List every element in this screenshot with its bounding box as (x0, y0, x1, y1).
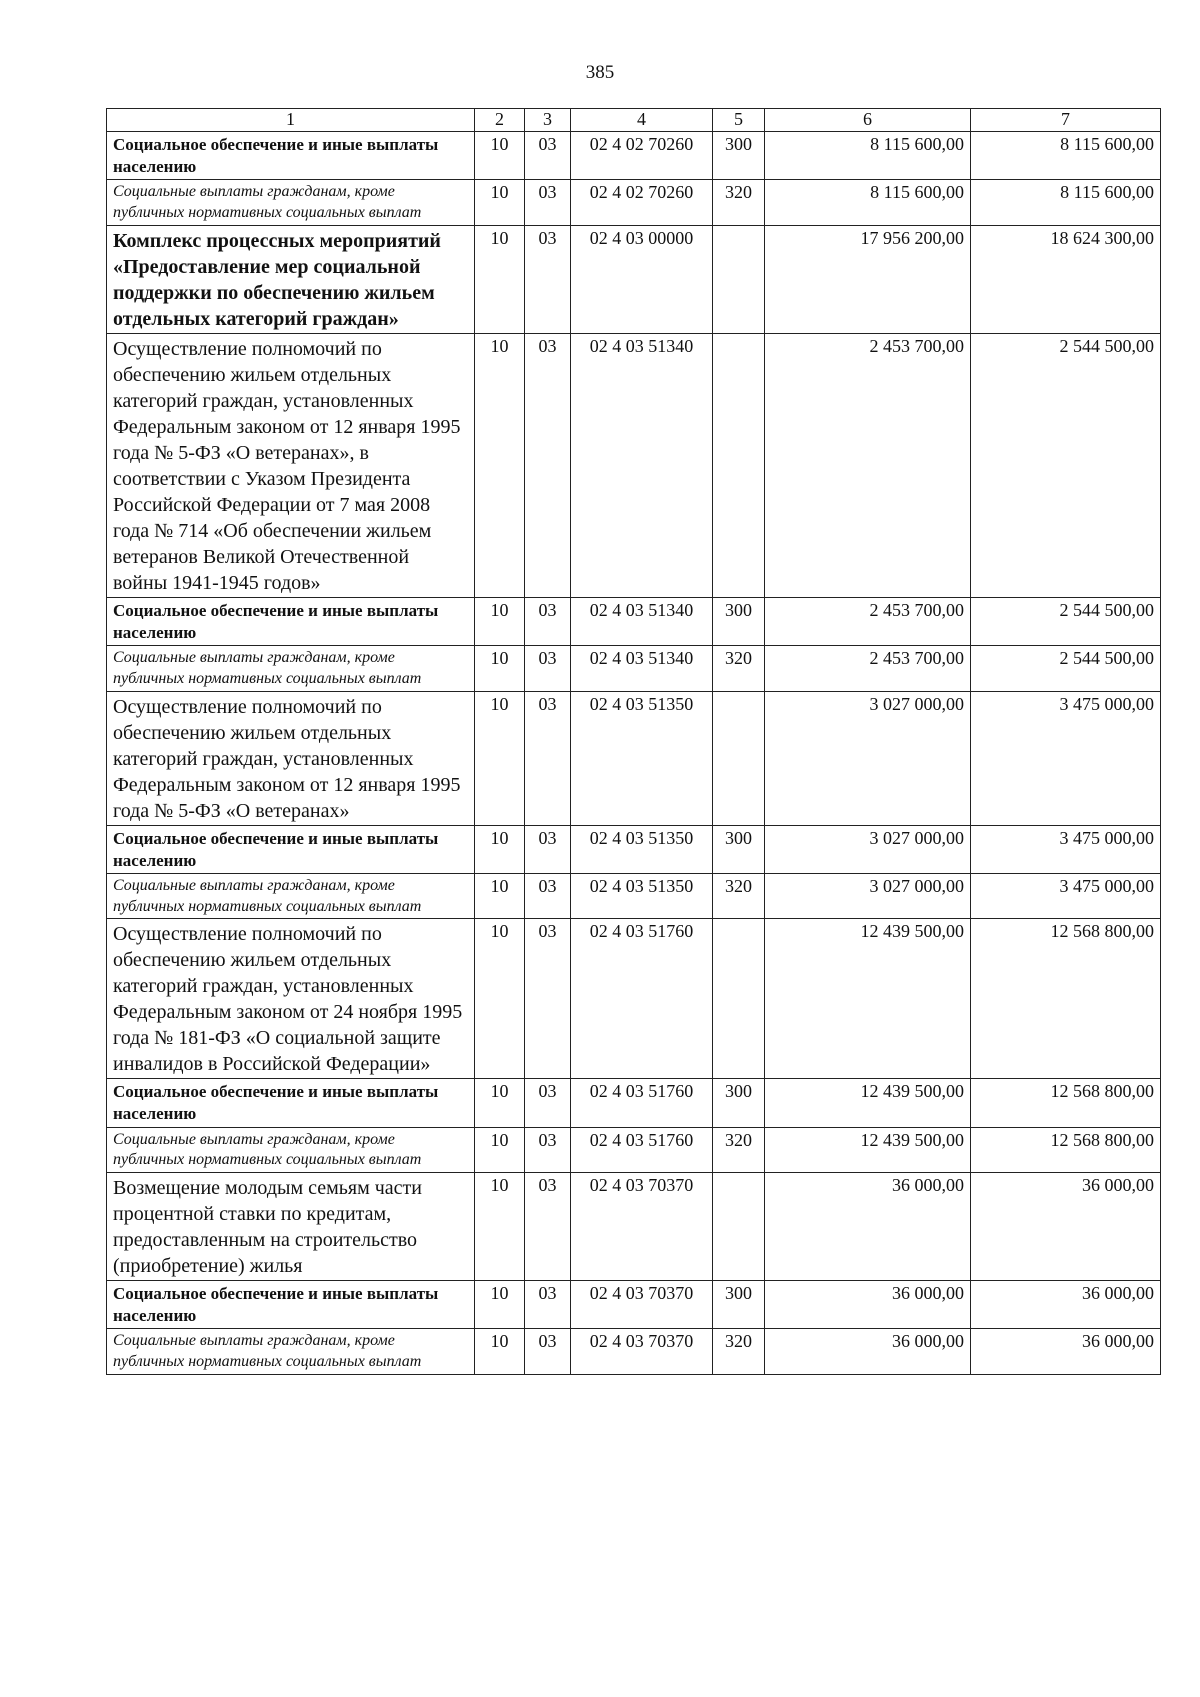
row-amount-2: 2 544 500,00 (971, 333, 1161, 597)
row-section: 10 (475, 825, 525, 873)
row-subsection: 03 (525, 825, 571, 873)
row-name: Осуществление полномочий по обеспечению жильем отдельных категорий граждан, установленных Федеральным законом от 12 января 1995 года № 5-ФЗ «О ветеранах», в соответствии с Указом Президента Российской Федерации от 7 мая 2008 года № 714 «Об обеспечении жильем ветеранов Великой Отечественной войны 1941-1945 годов» (107, 333, 475, 597)
row-subsection: 03 (525, 333, 571, 597)
header-col-2: 2 (475, 109, 525, 132)
row-target-code: 02 4 03 51350 (571, 691, 713, 825)
row-name: Социальные выплаты гражданам, кроме публичных нормативных социальных выплат (107, 873, 475, 919)
row-section: 10 (475, 873, 525, 919)
header-col-4: 4 (571, 109, 713, 132)
row-subsection: 03 (525, 1281, 571, 1329)
row-amount-1: 8 115 600,00 (765, 132, 971, 180)
row-section: 10 (475, 132, 525, 180)
row-expense-type: 300 (713, 597, 765, 645)
row-target-code: 02 4 03 51760 (571, 1079, 713, 1127)
row-amount-1: 3 027 000,00 (765, 873, 971, 919)
row-section: 10 (475, 180, 525, 226)
row-amount-1: 3 027 000,00 (765, 825, 971, 873)
row-amount-2: 12 568 800,00 (971, 1079, 1161, 1127)
row-expense-type: 300 (713, 1079, 765, 1127)
row-amount-1: 12 439 500,00 (765, 1127, 971, 1173)
row-name: Социальное обеспечение и иные выплаты населению (107, 1079, 475, 1127)
row-name: Комплекс процессных мероприятий «Предоставление мер социальной поддержки по обеспечению жильем отдельных категорий граждан» (107, 225, 475, 333)
row-name: Социальное обеспечение и иные выплаты населению (107, 825, 475, 873)
row-amount-2: 2 544 500,00 (971, 645, 1161, 691)
row-amount-1: 17 956 200,00 (765, 225, 971, 333)
row-target-code: 02 4 03 00000 (571, 225, 713, 333)
row-amount-2: 12 568 800,00 (971, 919, 1161, 1079)
row-subsection: 03 (525, 597, 571, 645)
row-subsection: 03 (525, 1329, 571, 1375)
row-expense-type (713, 919, 765, 1079)
table-row (107, 691, 1161, 825)
row-subsection: 03 (525, 132, 571, 180)
table-row (107, 597, 1161, 645)
row-amount-1: 12 439 500,00 (765, 1079, 971, 1127)
row-target-code: 02 4 03 51340 (571, 597, 713, 645)
row-subsection: 03 (525, 225, 571, 333)
row-amount-2: 8 115 600,00 (971, 132, 1161, 180)
row-target-code: 02 4 03 51350 (571, 825, 713, 873)
row-target-code: 02 4 03 70370 (571, 1329, 713, 1375)
row-section: 10 (475, 225, 525, 333)
row-amount-1: 36 000,00 (765, 1281, 971, 1329)
table-row (107, 180, 1161, 226)
row-amount-1: 8 115 600,00 (765, 180, 971, 226)
table-row (107, 873, 1161, 919)
row-section: 10 (475, 333, 525, 597)
table-row (107, 1127, 1161, 1173)
row-target-code: 02 4 02 70260 (571, 180, 713, 226)
row-amount-2: 36 000,00 (971, 1329, 1161, 1375)
row-expense-type: 300 (713, 1281, 765, 1329)
row-expense-type: 300 (713, 825, 765, 873)
row-subsection: 03 (525, 180, 571, 226)
row-subsection: 03 (525, 873, 571, 919)
row-name: Социальные выплаты гражданам, кроме публичных нормативных социальных выплат (107, 180, 475, 226)
row-amount-2: 36 000,00 (971, 1281, 1161, 1329)
row-amount-1: 12 439 500,00 (765, 919, 971, 1079)
table-row (107, 132, 1161, 180)
header-col-3: 3 (525, 109, 571, 132)
table-row (107, 1079, 1161, 1127)
row-name: Социальные выплаты гражданам, кроме публичных нормативных социальных выплат (107, 645, 475, 691)
header-col-1: 1 (107, 109, 475, 132)
row-expense-type: 320 (713, 1329, 765, 1375)
row-section: 10 (475, 1127, 525, 1173)
table-row (107, 333, 1161, 597)
row-amount-2: 3 475 000,00 (971, 825, 1161, 873)
row-amount-1: 36 000,00 (765, 1329, 971, 1375)
table-row (107, 919, 1161, 1079)
row-target-code: 02 4 03 51350 (571, 873, 713, 919)
table-body (107, 132, 1161, 1375)
row-name: Осуществление полномочий по обеспечению жильем отдельных категорий граждан, установленных Федеральным законом от 12 января 1995 года № 5-ФЗ «О ветеранах» (107, 691, 475, 825)
header-col-5: 5 (713, 109, 765, 132)
row-name: Социальные выплаты гражданам, кроме публичных нормативных социальных выплат (107, 1329, 475, 1375)
row-section: 10 (475, 1079, 525, 1127)
table-row (107, 645, 1161, 691)
row-expense-type: 320 (713, 645, 765, 691)
row-name: Социальное обеспечение и иные выплаты населению (107, 1281, 475, 1329)
row-name: Осуществление полномочий по обеспечению жильем отдельных категорий граждан, установленных Федеральным законом от 24 ноября 1995 года № 181-ФЗ «О социальной защите инвалидов в Российской Федерации» (107, 919, 475, 1079)
row-expense-type: 300 (713, 132, 765, 180)
row-amount-2: 36 000,00 (971, 1173, 1161, 1281)
row-expense-type: 320 (713, 1127, 765, 1173)
row-amount-2: 3 475 000,00 (971, 691, 1161, 825)
row-expense-type (713, 333, 765, 597)
header-col-7: 7 (971, 109, 1161, 132)
row-subsection: 03 (525, 1173, 571, 1281)
row-name: Социальное обеспечение и иные выплаты населению (107, 597, 475, 645)
row-section: 10 (475, 919, 525, 1079)
row-section: 10 (475, 1329, 525, 1375)
row-name: Социальные выплаты гражданам, кроме публичных нормативных социальных выплат (107, 1127, 475, 1173)
row-section: 10 (475, 1173, 525, 1281)
row-section: 10 (475, 691, 525, 825)
header-col-6: 6 (765, 109, 971, 132)
budget-table (106, 108, 1161, 1375)
row-subsection: 03 (525, 645, 571, 691)
row-amount-1: 2 453 700,00 (765, 597, 971, 645)
header-row (107, 109, 1161, 132)
row-amount-2: 8 115 600,00 (971, 180, 1161, 226)
table-row (107, 225, 1161, 333)
row-section: 10 (475, 1281, 525, 1329)
row-target-code: 02 4 03 70370 (571, 1281, 713, 1329)
row-section: 10 (475, 645, 525, 691)
row-subsection: 03 (525, 919, 571, 1079)
row-name: Возмещение молодым семьям части процентной ставки по кредитам, предоставленным на строительство (приобретение) жилья (107, 1173, 475, 1281)
row-expense-type (713, 1173, 765, 1281)
table-row (107, 825, 1161, 873)
row-amount-2: 12 568 800,00 (971, 1127, 1161, 1173)
row-amount-1: 36 000,00 (765, 1173, 971, 1281)
table-row (107, 1173, 1161, 1281)
row-expense-type: 320 (713, 873, 765, 919)
page-number: 385 (585, 62, 615, 83)
row-name: Социальное обеспечение и иные выплаты населению (107, 132, 475, 180)
row-target-code: 02 4 03 51760 (571, 1127, 713, 1173)
row-subsection: 03 (525, 1079, 571, 1127)
row-section: 10 (475, 597, 525, 645)
row-target-code: 02 4 02 70260 (571, 132, 713, 180)
row-amount-1: 2 453 700,00 (765, 333, 971, 597)
row-subsection: 03 (525, 1127, 571, 1173)
row-target-code: 02 4 03 51760 (571, 919, 713, 1079)
row-expense-type: 320 (713, 180, 765, 226)
row-amount-2: 3 475 000,00 (971, 873, 1161, 919)
row-amount-2: 18 624 300,00 (971, 225, 1161, 333)
row-subsection: 03 (525, 691, 571, 825)
table-row (107, 1329, 1161, 1375)
row-target-code: 02 4 03 51340 (571, 333, 713, 597)
row-amount-1: 3 027 000,00 (765, 691, 971, 825)
row-expense-type (713, 225, 765, 333)
row-target-code: 02 4 03 70370 (571, 1173, 713, 1281)
row-amount-1: 2 453 700,00 (765, 645, 971, 691)
table-row (107, 1281, 1161, 1329)
row-expense-type (713, 691, 765, 825)
row-amount-2: 2 544 500,00 (971, 597, 1161, 645)
table-header (107, 109, 1161, 132)
row-target-code: 02 4 03 51340 (571, 645, 713, 691)
